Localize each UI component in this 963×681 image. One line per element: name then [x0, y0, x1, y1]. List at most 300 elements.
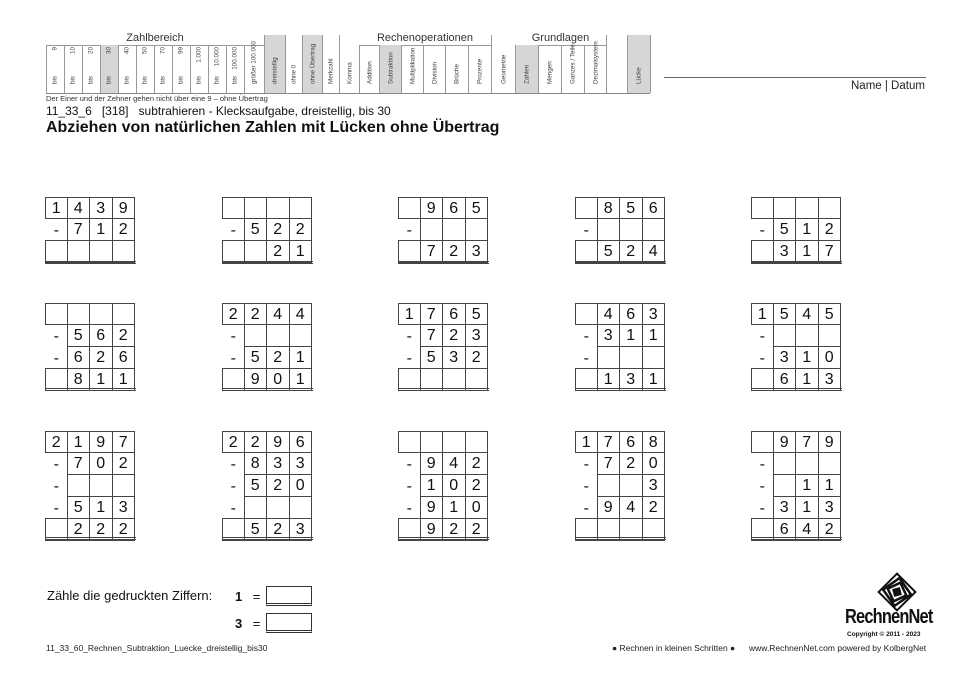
blank-digit-cell[interactable] — [597, 218, 621, 241]
column-label: Geometrie — [500, 54, 507, 84]
digit-cell — [642, 240, 666, 263]
result-double-underline — [398, 261, 489, 264]
digit-cell — [266, 240, 290, 263]
digit-cell — [266, 303, 290, 325]
column-label: Multiplikation — [409, 47, 416, 84]
cell-value: - — [759, 350, 765, 367]
column-label: ohne 0 — [290, 64, 298, 84]
digit-cell — [597, 431, 621, 453]
minus-sign — [45, 497, 68, 519]
cell-value: 2 — [118, 221, 128, 238]
digit-cell — [818, 431, 842, 453]
classification-column — [379, 45, 401, 93]
classification-column — [154, 45, 172, 93]
blank-digit-cell[interactable] — [89, 303, 113, 325]
result-double-underline — [751, 261, 842, 264]
cell-value: - — [406, 328, 412, 345]
cell-value: 2 — [273, 521, 283, 538]
digit-cell — [244, 452, 268, 475]
cell-value: 1 — [404, 306, 414, 323]
cell-value: 3 — [118, 499, 128, 516]
cell-value: 0 — [648, 455, 658, 472]
classification-column — [561, 45, 584, 93]
minus-sign — [575, 325, 598, 347]
digit-cell — [751, 303, 774, 325]
classification-column — [264, 35, 285, 93]
cell-value: - — [759, 456, 765, 473]
classification-column — [584, 41, 606, 93]
digit-cell — [818, 303, 842, 325]
cell-value: 7 — [824, 243, 834, 260]
digit-cell — [244, 346, 268, 369]
column-label: bis — [159, 75, 167, 84]
column-label: Subtraktion — [387, 52, 394, 84]
classification-column — [285, 35, 302, 93]
blank-digit-cell[interactable] — [112, 474, 136, 497]
digit-cell — [420, 197, 444, 219]
cell-value: 1 — [295, 349, 305, 366]
cell-value: 5 — [73, 327, 83, 344]
cell-value: 2 — [648, 499, 658, 516]
digit-cell — [465, 452, 489, 475]
column-top-label: 70 — [159, 47, 167, 55]
digit-cell — [67, 431, 91, 453]
blank-digit-cell[interactable] — [465, 218, 489, 241]
result-double-underline — [45, 388, 136, 391]
cell-value: 1 — [449, 499, 459, 516]
cell-value: 5 — [603, 243, 613, 260]
result-double-underline — [575, 261, 666, 264]
digit-cell — [773, 218, 797, 241]
cell-value: 9 — [426, 499, 436, 516]
blank-digit-cell[interactable] — [89, 474, 113, 497]
cell-value: 3 — [648, 477, 658, 494]
cell-value: - — [53, 222, 59, 239]
cell-value: 1 — [96, 371, 106, 388]
classification-column — [515, 45, 538, 93]
blank-digit-cell[interactable] — [818, 197, 842, 219]
cell-value: 5 — [824, 306, 834, 323]
digit-cell — [89, 324, 113, 347]
minus-sign — [751, 347, 774, 369]
cell-value: 5 — [626, 200, 636, 217]
classification-column — [100, 45, 118, 93]
digit-cell — [89, 452, 113, 475]
digit-cell — [465, 346, 489, 369]
blank-digit-cell[interactable] — [244, 324, 268, 347]
digit-cell — [795, 303, 819, 325]
cell-value: 2 — [118, 521, 128, 538]
digit-cell — [244, 303, 268, 325]
classification-column — [538, 45, 561, 93]
minus-sign — [45, 325, 68, 347]
minus-sign — [398, 219, 421, 241]
blank-digit-cell[interactable] — [575, 303, 598, 325]
column-label: Zahlen — [523, 64, 531, 84]
digit-cell — [289, 218, 313, 241]
blank-digit-cell[interactable] — [420, 431, 444, 453]
cell-value: 8 — [603, 200, 613, 217]
group-title: Zahlbereich — [126, 32, 184, 44]
name-date-line[interactable] — [664, 77, 926, 78]
digit-cell — [112, 346, 136, 369]
cell-value: - — [230, 328, 236, 345]
blank-digit-cell[interactable] — [289, 197, 313, 219]
blank-digit-cell[interactable] — [398, 431, 421, 453]
count-answer-box-3[interactable] — [266, 613, 312, 633]
cell-value: 0 — [295, 477, 305, 494]
minus-sign — [222, 347, 245, 369]
minus-sign — [575, 347, 598, 369]
cell-value: 5 — [779, 306, 789, 323]
classification-column — [606, 35, 627, 93]
blank-digit-cell[interactable] — [795, 197, 819, 219]
classification-column — [46, 45, 64, 93]
cell-value: 2 — [118, 455, 128, 472]
digit-cell — [597, 303, 621, 325]
blank-digit-cell[interactable] — [619, 218, 643, 241]
blank-digit-cell[interactable] — [244, 197, 268, 219]
cell-value: 3 — [779, 349, 789, 366]
cell-value: 5 — [471, 306, 481, 323]
classification-column — [118, 45, 136, 93]
digit-cell — [420, 324, 444, 347]
cell-value: 6 — [118, 349, 128, 366]
minus-sign — [398, 325, 421, 347]
digit-cell — [244, 431, 268, 453]
blank-digit-cell[interactable] — [773, 324, 797, 347]
cell-value: 1 — [96, 499, 106, 516]
digit-cell — [45, 431, 68, 453]
cell-value: 6 — [73, 349, 83, 366]
digit-cell — [818, 474, 842, 497]
digit-cell — [597, 240, 621, 263]
digit-cell — [112, 218, 136, 241]
cell-value: 1 — [96, 221, 106, 238]
cell-value: 1 — [648, 371, 658, 388]
minus-sign — [575, 475, 598, 497]
cell-value: 3 — [471, 243, 481, 260]
cell-value: 7 — [802, 434, 812, 451]
digit-cell — [597, 324, 621, 347]
result-double-underline — [45, 537, 136, 540]
blank-digit-cell[interactable] — [420, 218, 444, 241]
blank-digit-cell[interactable] — [112, 303, 136, 325]
worksheet-subtitle: 11_33_6 [318] subtrahieren - Klecksaufgabe, dreistellig, bis 30 — [46, 104, 391, 118]
digit-cell — [465, 240, 489, 263]
blank-digit-cell[interactable] — [222, 240, 245, 263]
classification-column — [136, 45, 154, 93]
cell-value: 1 — [603, 371, 613, 388]
digit-cell — [575, 431, 598, 453]
digit-cell — [597, 496, 621, 519]
blank-digit-cell[interactable] — [751, 431, 774, 453]
blank-digit-cell[interactable] — [442, 431, 466, 453]
logo-wordmark: RechnenNet — [845, 606, 933, 628]
cell-value: 6 — [295, 434, 305, 451]
digit-cell — [818, 218, 842, 241]
cell-value: 6 — [449, 306, 459, 323]
cell-value: 6 — [648, 200, 658, 217]
cell-value: 1 — [802, 477, 812, 494]
blank-digit-cell[interactable] — [266, 324, 290, 347]
minus-sign — [751, 453, 774, 475]
digit-cell — [266, 218, 290, 241]
digit-cell — [420, 496, 444, 519]
digit-cell — [67, 496, 91, 519]
cell-value: - — [406, 456, 412, 473]
classification-column — [491, 35, 515, 93]
cell-value: 0 — [824, 349, 834, 366]
cell-value: - — [53, 456, 59, 473]
blank-digit-cell[interactable] — [773, 474, 797, 497]
blank-digit-cell[interactable] — [67, 240, 91, 263]
cell-value: 5 — [73, 499, 83, 516]
digit-cell — [289, 303, 313, 325]
blank-digit-cell[interactable] — [222, 197, 245, 219]
cell-value: 3 — [603, 327, 613, 344]
classification-note: Der Einer und der Zehner gehen nicht über eine 9 – ohne Übertrag — [46, 94, 268, 103]
classification-column — [172, 45, 190, 93]
digit-cell — [222, 431, 245, 453]
minus-sign — [222, 497, 245, 519]
digit-cell — [619, 431, 643, 453]
digit-cell — [442, 240, 466, 263]
digit-cell — [773, 240, 797, 263]
cell-value: 9 — [118, 200, 128, 217]
digit-cell — [642, 431, 666, 453]
column-label: Komma — [346, 62, 353, 84]
count-equals: = — [252, 589, 261, 604]
blank-digit-cell[interactable] — [289, 496, 313, 519]
digit-cell — [89, 218, 113, 241]
digit-cell — [465, 496, 489, 519]
cell-value: - — [230, 456, 236, 473]
digit-cell — [67, 346, 91, 369]
digit-cell — [442, 324, 466, 347]
classification-table — [46, 32, 650, 94]
digit-cell — [818, 240, 842, 263]
name-date-label: Name | Datum — [851, 80, 925, 92]
column-top-label: 20 — [87, 47, 95, 55]
blank-digit-cell[interactable] — [266, 197, 290, 219]
blank-digit-cell[interactable] — [465, 431, 489, 453]
cell-value: - — [583, 222, 589, 239]
digit-cell — [619, 324, 643, 347]
blank-digit-cell[interactable] — [795, 452, 819, 475]
digit-cell — [420, 474, 444, 497]
cell-value: 9 — [779, 434, 789, 451]
column-label: bis — [141, 75, 149, 84]
classification-column — [190, 45, 208, 93]
digit-cell — [619, 303, 643, 325]
cell-value: 3 — [648, 306, 658, 323]
digit-cell — [289, 346, 313, 369]
cell-value: - — [53, 478, 59, 495]
digit-cell — [420, 346, 444, 369]
cell-value: - — [759, 500, 765, 517]
cell-value: 2 — [449, 521, 459, 538]
cell-value: 2 — [250, 306, 260, 323]
blank-digit-cell[interactable] — [619, 346, 643, 369]
cell-value: 5 — [250, 477, 260, 494]
cell-value: 3 — [449, 349, 459, 366]
group-title: Rechenoperationen — [376, 32, 474, 44]
blank-digit-cell[interactable] — [795, 324, 819, 347]
cell-value: 0 — [449, 477, 459, 494]
blank-digit-cell[interactable] — [773, 197, 797, 219]
column-top-label: 10 — [69, 47, 77, 55]
cell-value: 7 — [426, 327, 436, 344]
digit-cell — [619, 452, 643, 475]
digit-cell — [795, 431, 819, 453]
cell-value: 6 — [779, 371, 789, 388]
blank-digit-cell[interactable] — [289, 324, 313, 347]
result-double-underline — [398, 388, 489, 391]
cell-value: 2 — [295, 221, 305, 238]
cell-value: 9 — [426, 200, 436, 217]
blank-digit-cell[interactable] — [818, 452, 842, 475]
classification-column — [339, 35, 359, 93]
digit-cell — [442, 346, 466, 369]
result-double-underline — [751, 388, 842, 391]
minus-sign — [222, 453, 245, 475]
minus-sign — [222, 219, 245, 241]
blank-digit-cell[interactable] — [597, 346, 621, 369]
cell-value: 0 — [273, 371, 283, 388]
digit-cell — [465, 474, 489, 497]
cell-value: 2 — [626, 455, 636, 472]
cell-value: 1 — [802, 371, 812, 388]
blank-digit-cell[interactable] — [773, 452, 797, 475]
cell-value: - — [759, 478, 765, 495]
worksheet-title: Abziehen von natürlichen Zahlen mit Lücken ohne Übertrag — [46, 119, 500, 136]
digit-cell — [244, 474, 268, 497]
digit-cell — [619, 496, 643, 519]
cell-value: 6 — [96, 327, 106, 344]
blank-digit-cell[interactable] — [398, 197, 421, 219]
cell-value: 1 — [118, 371, 128, 388]
cell-value: 3 — [626, 371, 636, 388]
blank-digit-cell[interactable] — [112, 240, 136, 263]
cell-value: - — [583, 328, 589, 345]
count-answer-box-1[interactable] — [266, 586, 312, 606]
digit-cell — [442, 452, 466, 475]
cell-value: 3 — [295, 521, 305, 538]
digit-cell — [67, 324, 91, 347]
cell-value: 5 — [250, 221, 260, 238]
blank-digit-cell[interactable] — [818, 324, 842, 347]
cell-value: 1 — [802, 243, 812, 260]
column-label: bis — [195, 75, 203, 84]
blank-digit-cell[interactable] — [45, 240, 68, 263]
blank-digit-cell[interactable] — [398, 240, 421, 263]
digit-cell — [112, 197, 136, 219]
digit-cell — [266, 346, 290, 369]
result-double-underline — [45, 261, 136, 264]
cell-value: - — [53, 350, 59, 367]
classification-column — [82, 45, 100, 93]
minus-sign — [575, 497, 598, 519]
blank-digit-cell[interactable] — [266, 496, 290, 519]
cell-value: 9 — [250, 371, 260, 388]
count-digit: 1 — [235, 589, 243, 604]
minus-sign — [751, 497, 774, 519]
digit-cell — [289, 474, 313, 497]
cell-value: - — [230, 222, 236, 239]
column-label: Division — [431, 61, 438, 84]
blank-digit-cell[interactable] — [45, 303, 68, 325]
cell-value: 8 — [73, 371, 83, 388]
blank-digit-cell[interactable] — [89, 240, 113, 263]
digit-cell — [795, 218, 819, 241]
blank-digit-cell[interactable] — [597, 474, 621, 497]
blank-digit-cell[interactable] — [244, 496, 268, 519]
cell-value: 1 — [824, 477, 834, 494]
blank-digit-cell[interactable] — [67, 303, 91, 325]
minus-sign — [45, 347, 68, 369]
blank-digit-cell[interactable] — [67, 474, 91, 497]
cell-value: 2 — [626, 243, 636, 260]
minus-sign — [575, 219, 598, 241]
column-top-label: 99 — [177, 47, 185, 55]
cell-value: 1 — [426, 477, 436, 494]
digit-cell — [266, 431, 290, 453]
blank-digit-cell[interactable] — [642, 346, 666, 369]
cell-value: 0 — [471, 499, 481, 516]
digit-cell — [89, 346, 113, 369]
cell-value: 2 — [96, 349, 106, 366]
footer-site-link[interactable]: www.RechnenNet.com powered by KolbergNet — [749, 643, 927, 653]
blank-digit-cell[interactable] — [244, 240, 268, 263]
cell-value: 7 — [603, 455, 613, 472]
blank-digit-cell[interactable] — [642, 218, 666, 241]
cell-value: - — [406, 500, 412, 517]
cell-value: 4 — [449, 455, 459, 472]
digit-cell — [420, 303, 444, 325]
result-double-underline — [751, 537, 842, 540]
blank-digit-cell[interactable] — [619, 474, 643, 497]
classification-column — [401, 45, 423, 93]
cell-value: 8 — [250, 455, 260, 472]
count-digits-label: Zähle die gedruckten Ziffern: — [47, 588, 213, 603]
cell-value: - — [759, 328, 765, 345]
cell-value: 2 — [471, 521, 481, 538]
digit-cell — [266, 474, 290, 497]
column-label: ohne Übertrag — [309, 43, 316, 84]
digit-cell — [289, 240, 313, 263]
blank-digit-cell[interactable] — [575, 240, 598, 263]
cell-value: 9 — [273, 434, 283, 451]
cell-value: - — [406, 478, 412, 495]
cell-value: 3 — [96, 200, 106, 217]
digit-cell — [465, 303, 489, 325]
cell-value: 6 — [449, 200, 459, 217]
cell-value: 7 — [603, 434, 613, 451]
blank-digit-cell[interactable] — [751, 197, 774, 219]
logo-copyright: Copyright © 2011 - 2023 — [847, 631, 921, 638]
column-top-label: 1.000 — [195, 47, 203, 63]
digit-cell — [112, 431, 136, 453]
count-row-2 — [235, 615, 260, 633]
blank-digit-cell[interactable] — [751, 240, 774, 263]
digit-cell — [67, 197, 91, 219]
cell-value: 5 — [250, 521, 260, 538]
column-top-label: 30 — [105, 47, 113, 55]
cell-value: 1 — [757, 306, 767, 323]
blank-digit-cell[interactable] — [442, 218, 466, 241]
blank-digit-cell[interactable] — [575, 197, 598, 219]
